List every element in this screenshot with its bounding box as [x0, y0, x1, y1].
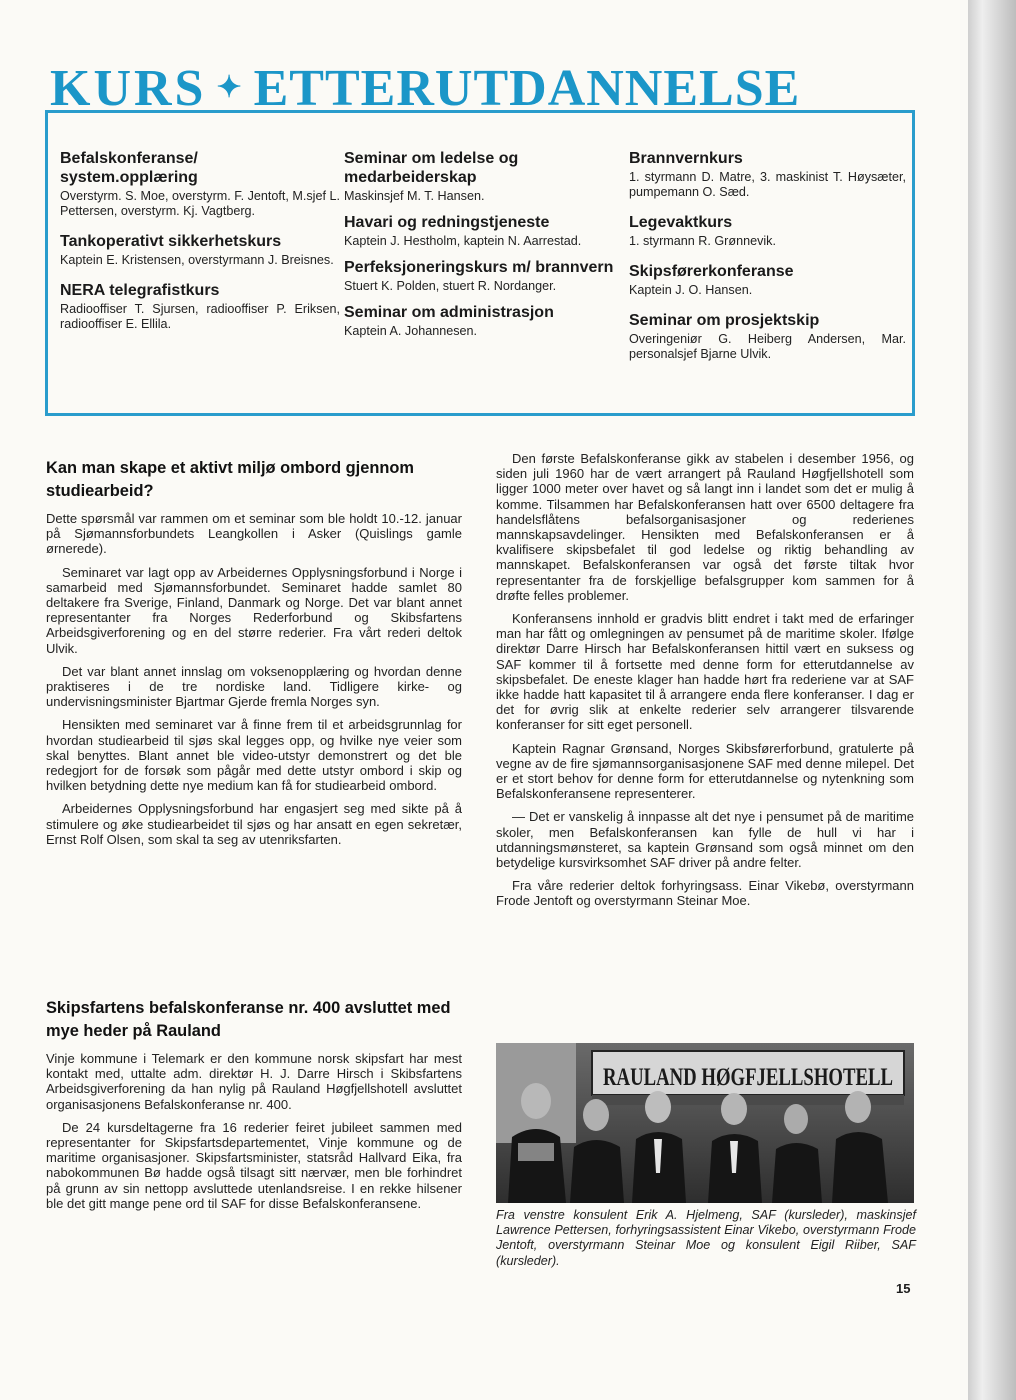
article-studiearbeid: [46, 457, 462, 855]
course-column-2: [344, 149, 620, 339]
article-headline: Skipsfartens befalskonferanse nr. 400 avsluttet med mye heder på Rauland: [46, 999, 451, 1040]
course-title: Havari og redningstjeneste: [344, 214, 550, 231]
article-paragraph: Arbeidernes Opplysningsforbund har engasjert seg med sikte på å stimulere og øke studiearbeidet til sjøs og har ansatt en egen sekretær, Ernst Rolf Olsen, som skal ta seg av utenriksfarten.: [46, 801, 462, 847]
course-participants: Kaptein J. O. Hansen.: [629, 283, 753, 297]
course-title: Befalskonferanse/ system.opplæring: [60, 150, 198, 186]
course-participants: Kaptein J. Hestholm, kaptein N. Aarrestad.: [344, 234, 582, 248]
course-title: Tankoperativt sikkerhetskurs: [60, 233, 282, 250]
course-title: Seminar om prosjektskip: [629, 312, 820, 329]
article-paragraph: Den første Befalskonferanse gikk av stabelen i desember 1956, og siden juli 1960 har de vært arrangert på Rauland Høgfjellshotell som ligger 1000 meter over havet og så langt inn i landet som det er mulig å komme. Tilsammen har Befalskonferansen hatt over 6500 deltagere fra handelsflåtens befalsorganisasjoner og rederienes mannskapsavdelinger. Hensikten med Befalskonferansen er å kvalifisere skipsbefalet til god ledelse og riktig behandling av mannskapet. Befalskonferansen var også det første tiltak hvor representanter fra de forskjellige befalsgrupper kom sammen for å drøfte felles problemer.: [496, 451, 914, 603]
article-headline: Kan man skape et aktivt miljø ombord gjennom studiearbeid?: [46, 459, 414, 500]
course-title: Legevaktkurs: [629, 214, 733, 231]
course-title: Seminar om ledelse og medarbeiderskap: [344, 150, 519, 186]
article-paragraph: Konferansens innhold er gradvis blitt endret i takt med de erfaringer man har fått og omlegningen av pensumet på de maritime skoler. Ifølge direktør Darre Hirsch har Befalskonferansen hittil vært en suksess og SAF kommer til å fortsette med denne form for etterutdannelse av skipsbefalet. De eneste klager han hadde hørt fra rederiene var at SAF ikke hadde hatt kapasitet til å arrangere enda flere konferanser. I dag er det for øvrig slik at enkelte rederier selv arrangerer tilsvarende konferanser for sitt eget personell.: [496, 611, 914, 733]
course-participants: Overingeniør G. Heiberg Andersen, Mar. personalsjef Bjarne Ulvik.: [629, 332, 906, 361]
masthead-word-kurs: KURS: [50, 60, 207, 117]
course-column-3: [629, 149, 906, 362]
hotel-sign-text: RAULAND HØGFJELLSHOTELL: [603, 1064, 893, 1091]
group-photo-illustration: [496, 1043, 914, 1203]
page-number: 15: [896, 1281, 911, 1296]
course-participants: 1. styrmann R. Grønnevik.: [629, 234, 776, 248]
course-participants: 1. styrmann D. Matre, 3. maskinist T. Høysæter, pumpemann O. Sæd.: [629, 170, 906, 199]
course-participants: Kaptein A. Johannesen.: [344, 324, 478, 338]
course-title: Perfeksjoneringskurs m/ brannvern: [344, 259, 614, 276]
course-title: Seminar om administrasjon: [344, 304, 554, 321]
course-column-1: [60, 149, 340, 332]
course-title: Brannvernkurs: [629, 150, 743, 167]
article-paragraph: Hensikten med seminaret var å finne frem til et arbeidsgrunnlag for hvordan studiearbeid til sjøs skal legges opp, og hvilke nye veier som skal benyttes. Blant annet ble video-utstyr demonstrert og det ble redegjort for de forsøk som pågår med dette utstyr ombord i skip og hvilken betydning dette nye medium kan få for studiearbeid ombord.: [46, 717, 462, 794]
course-participants: Kaptein E. Kristensen, overstyrmann J. Breisnes.: [60, 253, 334, 267]
article-befalskonferanse: [46, 997, 462, 1219]
course-title: NERA telegrafistkurs: [60, 282, 220, 299]
course-list-box: [45, 110, 915, 416]
article-continued-column: [496, 451, 914, 917]
section-masthead: [50, 58, 810, 118]
group-photo: [496, 1043, 914, 1203]
article-paragraph: Det var blant annet innslag om voksenopplæring og hvordan denne praktiseres i de tre nordiske land. Tidligere kirke- og undervisningsminister Bjartmar Gjerde fremla Norges syn.: [46, 663, 462, 710]
course-participants: Overstyrm. S. Moe, overstyrm. F. Jentoft, M.sjef L. Pettersen, overstyrm. Kj. Vagtberg.: [60, 189, 340, 218]
article-paragraph: — Det er vanskelig å innpasse alt det nye i pensumet på de maritime skoler, men Befalskonferansen kan fylle de hull vi har i utdanningsmønsteret, sa kaptein Grønsand som også minnet om den betydelige kursvirksomhet SAF driver på andre felter.: [496, 809, 914, 871]
masthead-word-etterutdannelse: ETTERUTDANNELSE: [253, 60, 801, 117]
adjacent-page-edge: [968, 0, 1016, 1400]
course-title: Skipsførerkonferanse: [629, 263, 794, 280]
course-participants: Stuert K. Polden, stuert R. Nordanger.: [344, 279, 557, 293]
article-paragraph: Fra våre rederier deltok forhyringsass. Einar Vikebø, overstyrmann Frode Jentoft og overstyrmann Steinar Moe.: [496, 878, 914, 909]
course-participants: Maskinsjef M. T. Hansen.: [344, 189, 485, 203]
article-paragraph: Seminaret var lagt opp av Arbeidernes Opplysningsforbund i Norge i samarbeid med Sjømannsforbundet. Seminaret hadde samlet 80 deltakere fra Sverige, Finland, Danmark og Norge. Det var blant annet representanter fra Norges Rederforbund og Skibsfartens Arbeidsgiverforening og en del større rederier. Fra vårt rederi deltok Ulvik.: [46, 564, 462, 656]
article-paragraph: Dette spørsmål var rammen om et seminar som ble holdt 10.-12. januar på Sjømannsforbundets Leangkollen i Asker (Quislings gamle ørnerede).: [46, 511, 462, 557]
course-participants: Radiooffiser T. Sjursen, radiooffiser P. Eriksen, radiooffiser E. Ellila.: [60, 302, 340, 331]
article-paragraph: Vinje kommune i Telemark er den kommune norsk skipsfart har mest kontakt med, uttalte adm. direktør H. J. Darre Hirsch i Skibsfartens Arbeidsgiverforening da han nylig på Rauland Høgfjellshotell avsluttet organisasjonens Befalskonferanse nr. 400.: [46, 1051, 462, 1112]
photo-caption: Fra venstre konsulent Erik A. Hjelmeng, SAF (kursleder), maskinsjef Lawrence Pettersen, forhyringsassistent Einar Vikebo, overstyrmann Frode Jentoft, overstyrmann Steinar Moe og konsulent Eigil Riiber, SAF (kursleder).: [496, 1208, 916, 1268]
diamond-separator-icon: ✦: [216, 71, 244, 104]
article-paragraph: De 24 kursdeltagerne fra 16 rederier feiret jubileet sammen med representanter for Skipsfartsdepartementet, Vinje kommune og de maritime organisasjoner. Skipsfartsminister, statsråd Hallvard Eika, fra nabokommunen Bø hadde også tilsagt sitt nærvær, men ble forhindret på grunn av sin nettopp avsluttede utenlandsreise. I en rekke hilsener ble det gitt mange pene ord til SAF for disse Befalskonferansene.: [46, 1119, 462, 1211]
article-paragraph: Kaptein Ragnar Grønsand, Norges Skibsførerforbund, gratulerte på vegne av de fire sjømannsorganisasjonene SAF med denne milepel. Det er et stort behov for denne form for etterutdannelse og nytenkning som Befalskonferansene representerer.: [496, 740, 914, 802]
